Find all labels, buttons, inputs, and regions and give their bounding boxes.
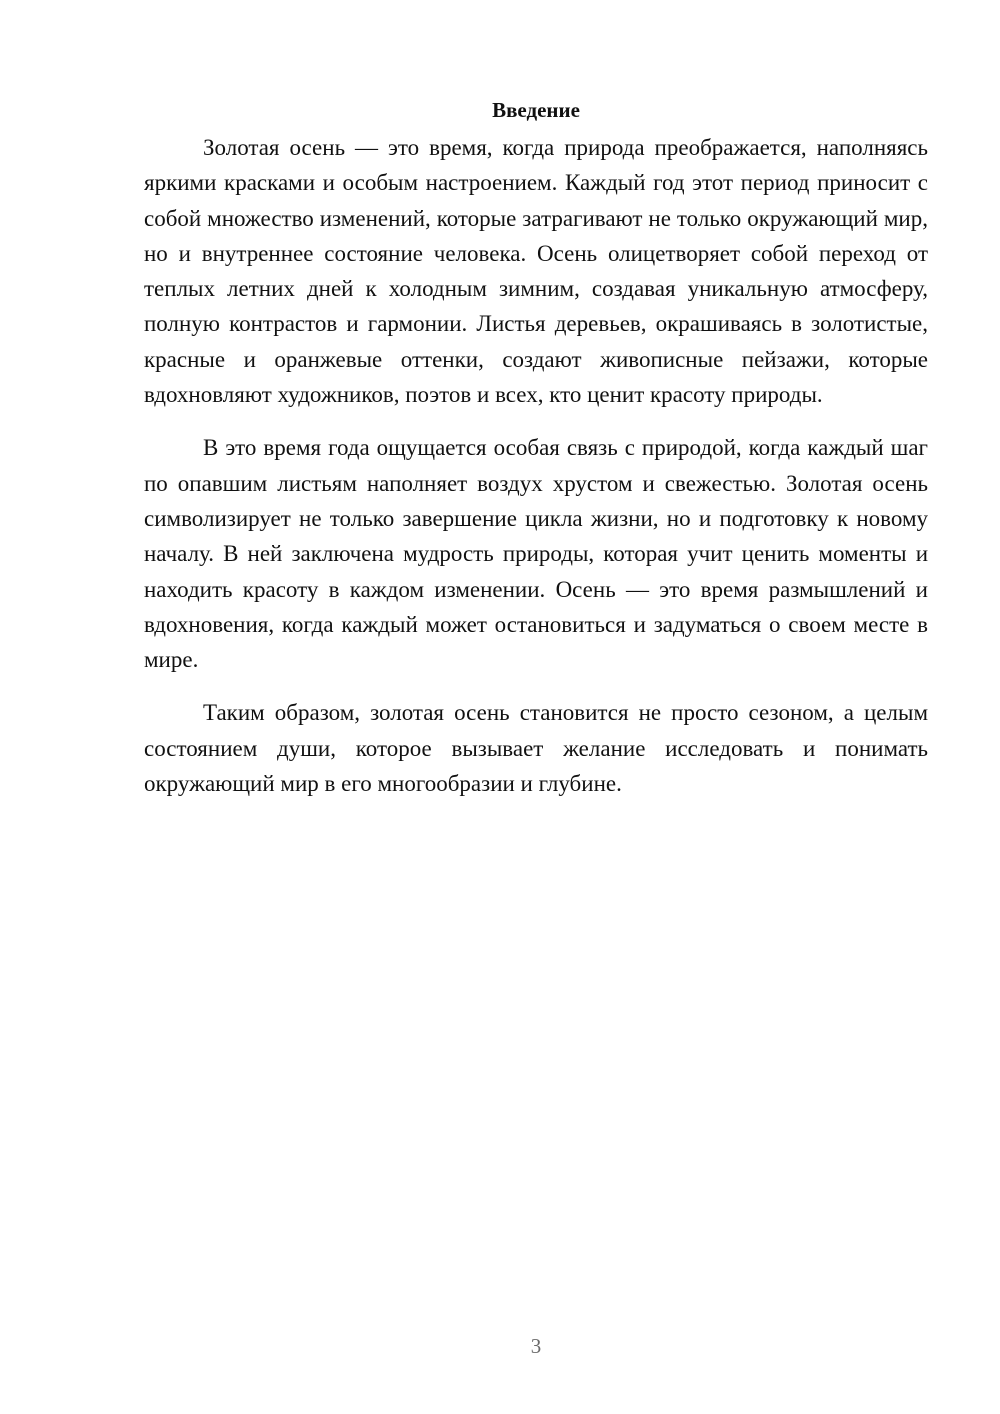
paragraph-2: В это время года ощущается особая связь с природой, когда каждый шаг по опавшим листьям наполняет воздух хрустом и свежестью. Золотая осень символизирует не только завершение цикла жизни, но и подготовку к новому началу. В ней заключена мудрость природы, которая учит ценить моменты и находить красоту в каждом изменении. Осень — это время размышлений и вдохновения, когда каждый может остановиться и задуматься о своем месте в мире.: [144, 435, 928, 673]
paragraph-1: Золотая осень — это время, когда природа преображается, наполняясь яркими красками и особым настроением. Каждый год этот период приносит с собой множество изменений, которые затрагивают не только окружающий мир, но и внутреннее состояние человека. Осень олицетворяет собой переход от теплых летних дней к холодным зимним, создавая уникальную атмосферу, полную контрастов и гармонии. Листья деревьев, окрашиваясь в золотистые, красные и оранжевые оттенки, создают живописные пейзажи, которые вдохновляют художников, поэтов и всех, кто ценит красоту природы.: [144, 135, 928, 408]
page-number: 3: [530, 1334, 542, 1358]
paragraph-3: Таким образом, золотая осень становится не просто сезоном, а целым состоянием души, которое вызывает желание исследовать и понимать окружающий мир в его многообразии и глубине.: [144, 700, 928, 797]
page-content: [144, 92, 928, 801]
section-heading: Введение: [492, 98, 580, 122]
